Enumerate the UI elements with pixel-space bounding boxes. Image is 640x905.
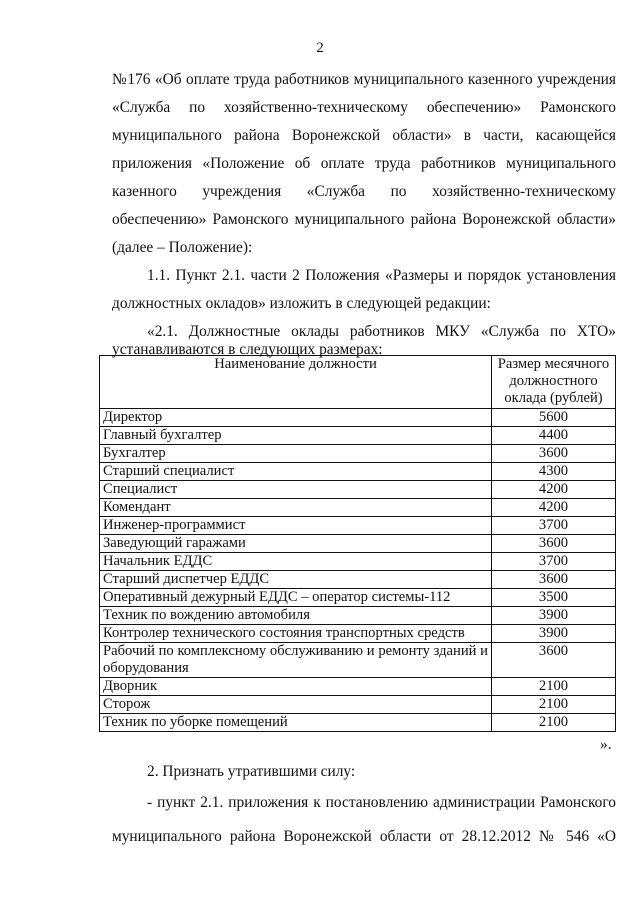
salary-amount: 5600 — [492, 409, 616, 427]
intro-line-6: обеспечению» Рамонского муниципального района Воронежской области» — [112, 211, 616, 228]
clause-1-1-line-1: 1.1. Пункт 2.1. части 2 Положения «Размеры и порядок установления — [147, 267, 616, 284]
table-header-row — [100, 356, 616, 409]
table-row — [100, 571, 616, 589]
position-name: Главный бухгалтер — [100, 427, 492, 445]
salary-amount: 3600 — [492, 643, 616, 678]
salary-amount: 3600 — [492, 535, 616, 553]
position-name: Комендант — [100, 499, 492, 517]
clause-2-1-line-1: «2.1. Должностные оклады работников МКУ «Служба по ХТО» — [147, 323, 616, 340]
table-row — [100, 499, 616, 517]
table-row — [100, 553, 616, 571]
table-row — [100, 589, 616, 607]
table-row — [100, 481, 616, 499]
table-row — [100, 643, 616, 678]
position-name: Контролер технического состояния транспортных средств — [100, 625, 492, 643]
position-name: Техник по вождению автомобиля — [100, 607, 492, 625]
position-name: Специалист — [100, 481, 492, 499]
salary-amount: 3700 — [492, 553, 616, 571]
position-name: Старший специалист — [100, 463, 492, 481]
intro-line-4: приложения «Положение об оплате труда работников муниципального — [112, 155, 616, 172]
clause-2-item-line-2: муниципального района Воронежской области от 28.12.2012 № 546 «О — [112, 828, 616, 845]
salary-amount: 2100 — [492, 696, 616, 714]
clause-2-1-line-2: устанавливаются в следующих размерах: — [112, 341, 383, 358]
salary-amount: 4300 — [492, 463, 616, 481]
table-row — [100, 714, 616, 732]
header-position: Наименование должности — [100, 356, 492, 409]
position-name: Заведующий гаражами — [100, 535, 492, 553]
table-row — [100, 678, 616, 696]
page-number: 2 — [316, 40, 324, 56]
salary-amount: 3700 — [492, 517, 616, 535]
position-name: Техник по уборке помещений — [100, 714, 492, 732]
salary-amount: 3500 — [492, 589, 616, 607]
intro-line-7: (далее – Положение): — [112, 239, 253, 256]
clause-2-item-line-1: - пункт 2.1. приложения к постановлению администрации Рамонского — [147, 794, 616, 811]
position-name: Дворник — [100, 678, 492, 696]
clause-1-1-line-2: должностных окладов» изложить в следующей редакции: — [112, 295, 491, 312]
table-row — [100, 445, 616, 463]
table-row — [100, 517, 616, 535]
clause-2-line: 2. Признать утратившими силу: — [147, 763, 356, 780]
salary-amount: 2100 — [492, 714, 616, 732]
table-row — [100, 535, 616, 553]
table-row — [100, 409, 616, 427]
position-name: Оперативный дежурный ЕДДС – оператор системы-112 — [100, 589, 492, 607]
position-name: Рабочий по комплексному обслуживанию и ремонту зданий и оборудования — [100, 643, 492, 678]
salary-amount: 4200 — [492, 499, 616, 517]
position-name: Инженер-программист — [100, 517, 492, 535]
salary-amount: 3600 — [492, 445, 616, 463]
position-name: Сторож — [100, 696, 492, 714]
position-name: Бухгалтер — [100, 445, 492, 463]
table-row — [100, 625, 616, 643]
table-row — [100, 607, 616, 625]
header-salary: Размер месячного должностного оклада (рублей) — [492, 356, 616, 409]
intro-line-2: «Служба по хозяйственно-техническому обеспечению» Рамонского — [112, 99, 616, 116]
table-row — [100, 463, 616, 481]
intro-line-5: казенного учреждения «Служба по хозяйственно-техническому — [112, 183, 616, 200]
closing-quote: ». — [600, 736, 612, 753]
salary-amount: 3900 — [492, 607, 616, 625]
salary-amount: 4400 — [492, 427, 616, 445]
intro-line-3: муниципального района Воронежской области» в части, касающейся — [112, 127, 616, 144]
position-name: Директор — [100, 409, 492, 427]
table-row — [100, 427, 616, 445]
intro-line-1: №176 «Об оплате труда работников муниципального казенного учреждения — [112, 71, 616, 88]
position-name: Старший диспетчер ЕДДС — [100, 571, 492, 589]
salary-amount: 3600 — [492, 571, 616, 589]
salary-amount: 4200 — [492, 481, 616, 499]
salary-amount: 2100 — [492, 678, 616, 696]
table-row — [100, 696, 616, 714]
position-name: Начальник ЕДДС — [100, 553, 492, 571]
salary-table — [99, 355, 616, 732]
salary-amount: 3900 — [492, 625, 616, 643]
